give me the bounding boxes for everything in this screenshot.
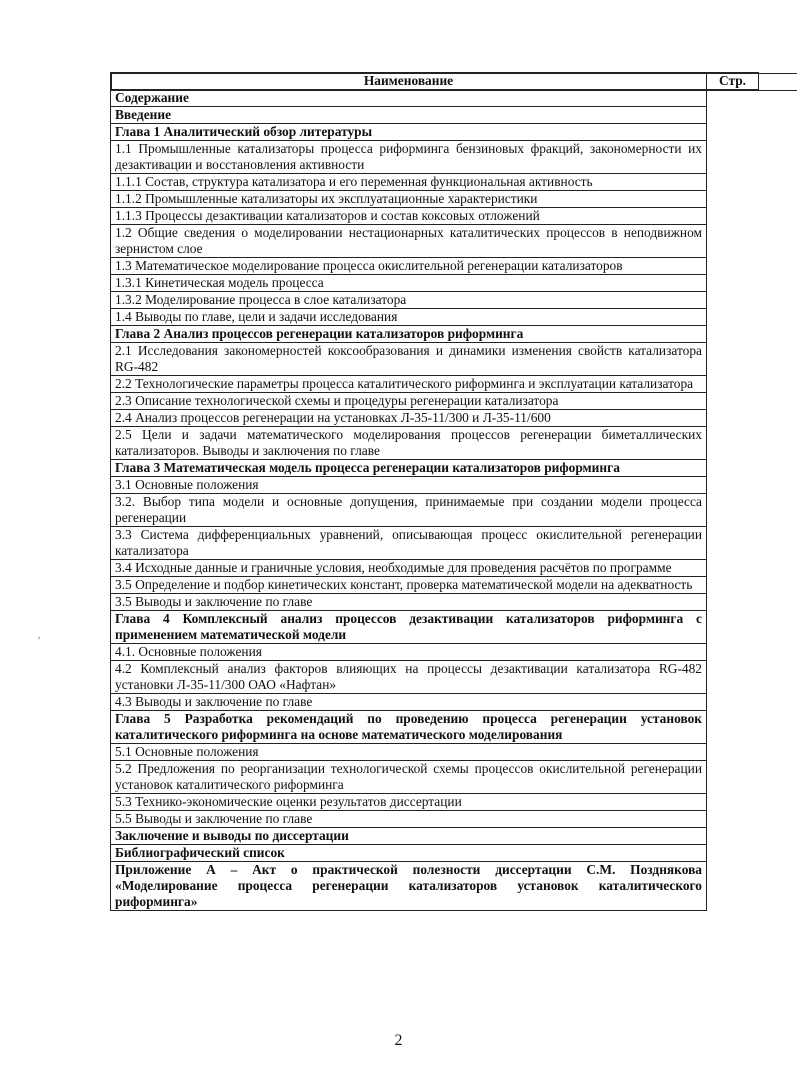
toc-entry-title: 3.1 Основные положения <box>111 477 707 494</box>
toc-entry-title: 4.2 Комплексный анализ факторов влияющих на процессы дезактивации катализатора RG-482 установки Л-35-11/300 ОАО «Нафтан» <box>111 661 707 694</box>
toc-entry-title: Содержание <box>111 90 707 107</box>
toc-entry-title: 3.3 Система дифференциальных уравнений, описывающая процесс окислительной регенерации катализатора <box>111 527 707 560</box>
toc-entry-title: 3.5 Определение и подбор кинетических констант, проверка математической модели на адекватность <box>111 577 707 594</box>
toc-entry-title: 4.3 Выводы и заключение по главе <box>111 694 707 711</box>
toc-entry-title: Введение <box>111 107 707 124</box>
toc-entry-title: Глава 5 Разработка рекомендаций по проведению процесса регенерации установок каталитического риформинга на основе математического моделирования <box>111 711 707 744</box>
toc-entry-title: 3.5 Выводы и заключение по главе <box>111 594 707 611</box>
toc-entry-title: 2.4 Анализ процессов регенерации на установках Л-35-11/300 и Л-35-11/600 <box>111 410 707 427</box>
toc-row <box>111 258 759 275</box>
toc-entry-title: 4.1. Основные положения <box>111 644 707 661</box>
toc-row <box>111 494 759 527</box>
margin-mark: , <box>38 630 41 640</box>
toc-row <box>111 862 759 911</box>
toc-row <box>111 661 759 694</box>
toc-row <box>111 191 759 208</box>
toc-row <box>111 427 759 460</box>
toc-entry-title: Заключение и выводы по диссертации <box>111 828 707 845</box>
toc-row <box>111 376 759 393</box>
toc-row <box>111 410 759 427</box>
toc-row <box>111 711 759 744</box>
toc-entry-title: Глава 3 Математическая модель процесса регенерации катализаторов риформинга <box>111 460 707 477</box>
toc-row <box>111 794 759 811</box>
toc-entry-title: 5.5 Выводы и заключение по главе <box>111 811 707 828</box>
toc-entry-title: 2.5 Цели и задачи математического моделирования процессов регенерации биметаллических катализаторов. Выводы и заключения по главе <box>111 427 707 460</box>
toc-entry-title: 2.3 Описание технологической схемы и процедуры регенерации катализатора <box>111 393 707 410</box>
toc-row <box>111 811 759 828</box>
toc-entry-title: 1.1 Промышленные катализаторы процесса риформинга бензиновых фракций, закономерности их дезактивации и восстановления активности <box>111 141 707 174</box>
toc-row <box>111 527 759 560</box>
toc-row <box>111 90 759 107</box>
toc-entry-title: 2.2 Технологические параметры процесса каталитического риформинга и эксплуатации катализатора <box>111 376 707 393</box>
toc-entry-title: 1.1.3 Процессы дезактивации катализаторов и состав коксовых отложений <box>111 208 707 225</box>
toc-row <box>111 694 759 711</box>
toc-entry-title: 1.4 Выводы по главе, цели и задачи исследования <box>111 309 707 326</box>
toc-row <box>111 292 759 309</box>
toc-entry-title: 1.1.1 Состав, структура катализатора и его переменная функциональная активность <box>111 174 707 191</box>
toc-row <box>111 326 759 343</box>
toc-entry-title: 3.2. Выбор типа модели и основные допущения, принимаемые при создании модели процесса регенерации <box>111 494 707 527</box>
toc-row <box>111 124 759 141</box>
toc-entry-title: Глава 1 Аналитический обзор литературы <box>111 124 707 141</box>
toc-row <box>111 208 759 225</box>
toc-row <box>111 460 759 477</box>
toc-row <box>111 225 759 258</box>
toc-row <box>111 393 759 410</box>
header-name: Наименование <box>111 73 707 90</box>
toc-entry-title: Приложение А – Акт о практической полезности диссертации С.М. Позднякова «Моделирование процесса регенерации катализаторов установок каталитического риформинга» <box>111 862 707 911</box>
toc-entry-title: 1.1.2 Промышленные катализаторы их эксплуатационные характеристики <box>111 191 707 208</box>
toc-body <box>111 90 759 911</box>
toc-row <box>111 828 759 845</box>
toc-row <box>111 477 759 494</box>
toc-entry-title: 5.2 Предложения по реорганизации технологической схемы процессов окислительной регенерации установок каталитического риформинга <box>111 761 707 794</box>
page-number: 2 <box>394 1032 403 1049</box>
toc-entry-title: Глава 4 Комплексный анализ процессов дезактивации катализаторов риформинга с применением математической модели <box>111 611 707 644</box>
toc-row <box>111 644 759 661</box>
toc-entry-title: 5.1 Основные положения <box>111 744 707 761</box>
toc-entry-title: 1.3.2 Моделирование процесса в слое катализатора <box>111 292 707 309</box>
toc-row <box>111 141 759 174</box>
toc-row <box>111 275 759 292</box>
toc-row <box>111 845 759 862</box>
toc-row <box>111 560 759 577</box>
toc-entry-title: Глава 2 Анализ процессов регенерации катализаторов риформинга <box>111 326 707 343</box>
toc-row <box>111 107 759 124</box>
table-of-contents <box>110 72 759 911</box>
toc-row <box>111 744 759 761</box>
toc-entry-page <box>111 73 797 91</box>
toc-entry-title: 2.1 Исследования закономерностей коксообразования и динамики изменения свойств катализатора RG-482 <box>111 343 707 376</box>
toc-row <box>111 577 759 594</box>
toc-entry-title: 5.3 Технико-экономические оценки результатов диссертации <box>111 794 707 811</box>
toc-row <box>111 761 759 794</box>
toc-entry-title: 3.4 Исходные данные и граничные условия, необходимые для проведения расчётов по программе <box>111 560 707 577</box>
toc-row <box>111 174 759 191</box>
toc-entry-title: 1.3.1 Кинетическая модель процесса <box>111 275 707 292</box>
toc-row <box>111 309 759 326</box>
toc-entry-title: 1.2 Общие сведения о моделировании нестационарных каталитических процессов в неподвижном зернистом слое <box>111 225 707 258</box>
toc-entry-title: 1.3 Математическое моделирование процесса окислительной регенерации катализаторов <box>111 258 707 275</box>
toc-row <box>111 594 759 611</box>
toc-entry-title: Библиографический список <box>111 845 707 862</box>
toc-row <box>111 343 759 376</box>
header-page: Стр. <box>707 73 759 90</box>
toc-row <box>111 611 759 644</box>
